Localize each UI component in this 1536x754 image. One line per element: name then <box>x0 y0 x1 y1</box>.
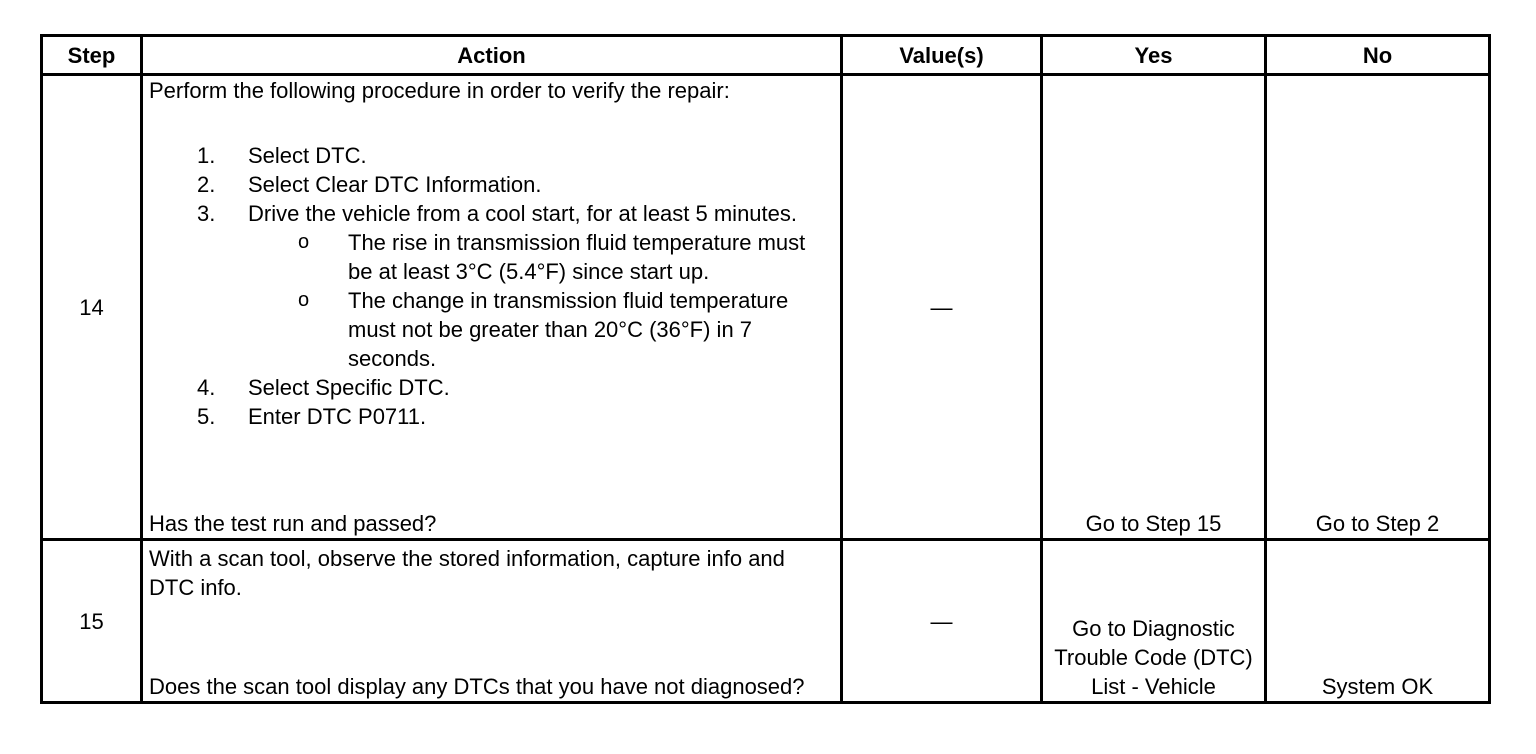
action-question: Has the test run and passed? <box>149 511 437 536</box>
procedure-subitem <box>248 286 834 373</box>
procedure-text: Select Specific DTC. <box>248 375 450 400</box>
action-intro: Perform the following procedure in order to verify the repair: <box>149 78 730 103</box>
procedure-number: 5. <box>197 404 216 429</box>
step-number: 15 <box>42 540 142 703</box>
procedure-subitem <box>248 228 834 286</box>
action-question: Does the scan tool display any DTCs that you have not diagnosed? <box>149 674 805 699</box>
no-result: Go to Step 2 <box>1266 75 1490 540</box>
action-intro: With a scan tool, observe the stored information, capture info and DTC info. <box>149 546 785 600</box>
procedure-number: 2. <box>197 172 216 197</box>
action-cell <box>142 540 842 703</box>
header-no: No <box>1266 36 1490 75</box>
procedure-item <box>149 141 834 170</box>
yes-result: Go to Diagnostic Trouble Code (DTC) List - Vehicle <box>1042 540 1266 703</box>
procedure-subitem-text: The change in transmission fluid temperature must not be greater than 20°C (36°F) in 7 seconds. <box>348 288 789 371</box>
procedure-item <box>149 402 834 431</box>
value-cell: — <box>842 75 1042 540</box>
procedure-text: Select DTC. <box>248 143 367 168</box>
yes-result: Go to Step 15 <box>1042 75 1266 540</box>
header-yes: Yes <box>1042 36 1266 75</box>
procedure-text: Drive the vehicle from a cool start, for at least 5 minutes. <box>248 201 798 226</box>
header-values: Value(s) <box>842 36 1042 75</box>
step-number: 14 <box>42 75 142 540</box>
bullet-circle-icon: o <box>298 231 310 253</box>
table-row-step-15 <box>42 540 1490 703</box>
procedure-list <box>149 141 834 431</box>
diagnostic-table <box>40 34 1491 704</box>
table-row-step-14 <box>42 75 1490 540</box>
header-action: Action <box>142 36 842 75</box>
header-step: Step <box>42 36 142 75</box>
procedure-text: Select Clear DTC Information. <box>248 172 542 197</box>
procedure-item <box>149 373 834 402</box>
header-row <box>42 36 1490 75</box>
procedure-number: 4. <box>197 375 216 400</box>
procedure-item <box>149 170 834 199</box>
bullet-circle-icon: o <box>298 289 310 311</box>
value-cell: — <box>842 540 1042 703</box>
procedure-item <box>149 199 834 373</box>
procedure-text: Enter DTC P0711. <box>248 404 427 429</box>
procedure-number: 1. <box>197 143 216 168</box>
procedure-sublist <box>248 228 834 373</box>
no-result: System OK <box>1266 540 1490 703</box>
action-cell <box>142 75 842 540</box>
procedure-subitem-text: The rise in transmission fluid temperature must be at least 3°C (5.4°F) since start up. <box>348 230 806 284</box>
procedure-number: 3. <box>197 201 216 226</box>
